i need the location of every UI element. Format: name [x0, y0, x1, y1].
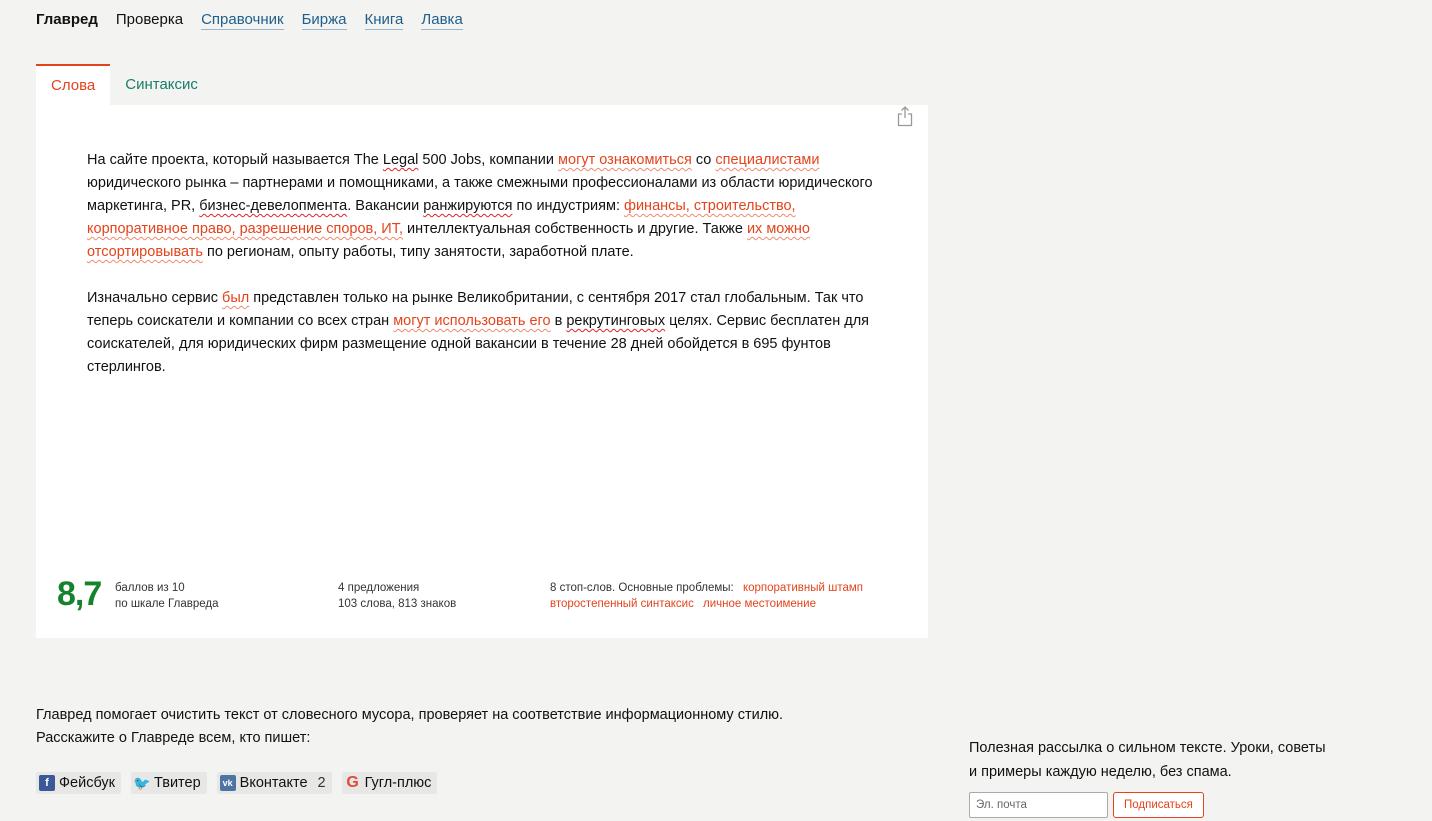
text-fragment: На сайте проекта, который называется The [87, 152, 383, 168]
newsletter-form [969, 792, 1369, 818]
problem-tag[interactable]: второстепенный синтаксис [550, 598, 694, 610]
sentence-count: 4 предложения [338, 582, 420, 594]
newsletter-line-2: и примеры каждую неделю, без спама. [969, 764, 1232, 780]
nav-birzha[interactable]: Биржа [301, 11, 347, 28]
stop-word-highlight[interactable]: могут ознакомиться [558, 152, 692, 168]
tab-words[interactable]: Слова [36, 64, 110, 105]
google-plus-share-button[interactable] [342, 772, 438, 794]
spelling-mark[interactable]: рекрутинговых [566, 313, 666, 329]
nav-spravochnik[interactable]: Справочник [201, 11, 284, 28]
score-value: 8,7 [57, 575, 102, 613]
text-editor[interactable] [36, 105, 928, 638]
email-field[interactable] [969, 792, 1108, 818]
text-fragment: Изначально сервис [87, 290, 223, 306]
text-fragment: интеллектуальная собственность и другие. Также [403, 221, 747, 237]
newsletter-block [969, 736, 1369, 818]
score-caption-line1: баллов из 10 [115, 582, 185, 594]
text-fragment: целях. Сервис бесплатен для соискателей, для юридических фирм размещение одной вакансии в течение 28 дней обойдется в 695 фунтов стерлингов. [87, 313, 870, 375]
tab-syntax[interactable]: Синтаксис [125, 76, 198, 93]
facebook-share-button[interactable] [36, 772, 121, 794]
spelling-mark[interactable]: бизнес-девелопмента [199, 198, 348, 214]
editor-text[interactable] [87, 149, 887, 402]
subscribe-button[interactable]: Подписаться [1113, 792, 1204, 818]
twitter-icon: 🐦 [133, 774, 151, 791]
text-fragment: по регионам, опыту работы, типу занятости, заработной плате. [202, 244, 634, 260]
text-fragment: по индустриям: [512, 198, 625, 214]
paragraph-2 [87, 287, 887, 379]
stop-word-highlight[interactable]: могут использовать его [393, 313, 551, 329]
nav-proverka[interactable]: Проверка [115, 11, 184, 28]
nav-glavred[interactable]: Главред [36, 11, 98, 28]
text-fragment: представлен только на рынке Великобритании, с сентября 2017 стал глобальным. Так что теперь соискатели и компании со всех стран [87, 290, 864, 329]
stop-word-highlight[interactable]: был [222, 290, 250, 306]
share-label: Фейсбук [59, 775, 116, 791]
google-plus-icon: G [346, 774, 359, 791]
text-fragment: 500 Jobs, компании [418, 152, 559, 168]
text-fragment: со [691, 152, 716, 168]
newsletter-line-1: Полезная рассылка о сильном тексте. Уроки, советы [969, 740, 1326, 756]
score-caption [115, 580, 218, 612]
stop-word-highlight[interactable]: специалистами [715, 152, 820, 168]
paragraph-1 [87, 149, 887, 264]
spelling-mark[interactable]: ранжируются [423, 198, 513, 214]
about-line-1: Главред помогает очистить текст от словесного мусора, проверяет на соответствие информационному стилю. [36, 707, 784, 723]
text-counts [338, 580, 456, 612]
problem-tag[interactable]: корпоративный штамп [742, 582, 863, 594]
word-char-count: 103 слова, 813 знаков [338, 598, 457, 610]
about-text [36, 704, 783, 750]
share-label: Вконтакте [239, 775, 308, 791]
problems-intro: 8 стоп-слов. Основные проблемы: [550, 582, 734, 594]
nav-lavka[interactable]: Лавка [421, 11, 463, 28]
stop-word-highlight[interactable]: их можно отсортировывать [87, 221, 810, 260]
score-caption-line2: по шкале Главреда [115, 598, 219, 610]
share-icon[interactable] [896, 105, 914, 127]
top-navigation [36, 11, 463, 30]
text-fragment: юридического рынка – партнерами и помощниками, а также смежными профессионалами из области юридического маркетинга, PR, [87, 175, 873, 214]
text-fragment: . Вакансии [347, 198, 424, 214]
spelling-mark[interactable]: Legal [382, 152, 419, 168]
share-label: Твитер [154, 775, 201, 791]
facebook-icon: f [39, 775, 55, 791]
share-label: Гугл-плюс [364, 775, 432, 791]
stop-word-highlight[interactable]: финансы, строительство, корпоративное право, разрешение споров, ИТ, [87, 198, 796, 237]
vk-icon: vk [220, 775, 236, 791]
about-line-2: Расскажите о Главреде всем, кто пишет: [36, 730, 311, 746]
problem-tag[interactable]: личное местоимение [703, 598, 816, 610]
newsletter-description [969, 736, 1369, 784]
twitter-share-button[interactable] [131, 772, 207, 794]
problems-summary [550, 580, 920, 612]
text-fragment: в [550, 313, 567, 329]
share-count: 2 [317, 775, 326, 791]
vk-share-button[interactable] [217, 772, 332, 794]
nav-kniga[interactable]: Книга [364, 11, 404, 28]
mode-tabs [36, 64, 213, 105]
score-panel [36, 576, 928, 616]
social-share-bar [36, 772, 437, 794]
